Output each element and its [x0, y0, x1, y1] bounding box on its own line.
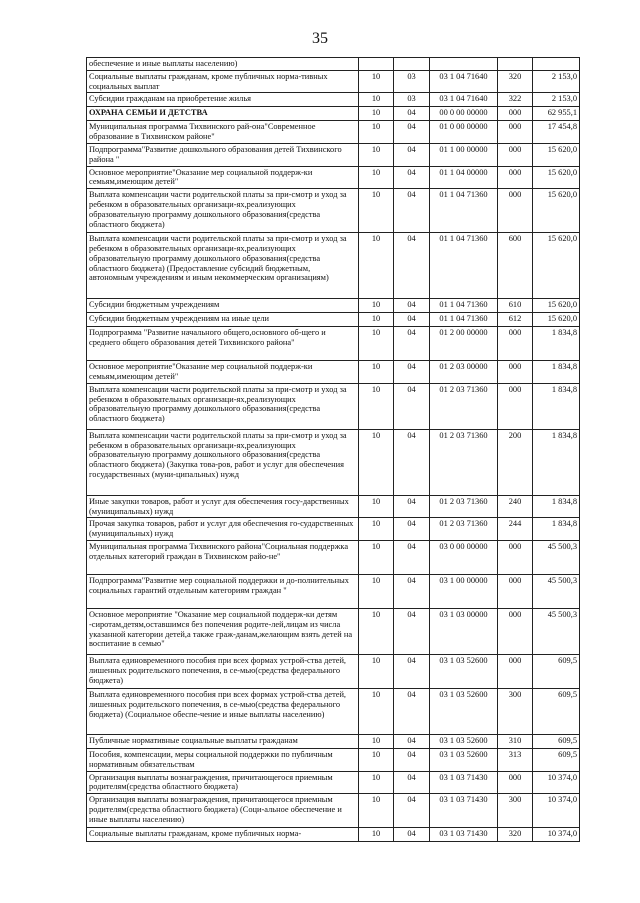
section-code: 10 [359, 540, 394, 574]
table-row [87, 327, 580, 361]
section-code: 10 [359, 189, 394, 233]
expense-type: 322 [498, 93, 533, 107]
section-code: 10 [359, 93, 394, 107]
table-row [87, 748, 580, 771]
expense-type: 600 [498, 233, 533, 299]
row-name: Основное мероприятие "Оказание мер социальной поддерж-ки детям -сиротам,детям,оставшимся без попечения родите-лей,лицам из числа указанной категории детей,а также граж-данам,желающим взять детей на воспитание в семью" [87, 608, 359, 654]
subsection-code: 04 [394, 734, 430, 748]
row-name: Публичные нормативные социальные выплаты гражданам [87, 734, 359, 748]
expense-type: 000 [498, 107, 533, 121]
target-article: 01 0 00 00000 [430, 121, 498, 144]
section-code: 10 [359, 383, 394, 429]
row-name: Основное мероприятие"Оказание мер социальной поддерж-ки семьям,имеющим детей" [87, 166, 359, 189]
amount: 609,5 [533, 734, 580, 748]
target-article: 03 1 03 52600 [430, 654, 498, 688]
row-name: Субсидии бюджетным учреждениям [87, 299, 359, 313]
target-article: 03 1 00 00000 [430, 574, 498, 608]
subsection-code: 04 [394, 299, 430, 313]
expense-type: 200 [498, 429, 533, 495]
expense-type: 313 [498, 748, 533, 771]
subsection-code: 04 [394, 143, 430, 166]
table-row [87, 771, 580, 794]
row-name: Выплата компенсации части родительской платы за при-смотр и уход за ребенком в образовательных организаци-ях,реализующих образовательную программу дошкольного образования(средства областного бюджета) (Предоставление субсидий бюджетным, автономным учреждениям и иным некоммерческим организациям) [87, 233, 359, 299]
table-row [87, 299, 580, 313]
section-code: 10 [359, 688, 394, 734]
amount: 15 620,0 [533, 143, 580, 166]
target-article: 01 1 04 71360 [430, 233, 498, 299]
row-name: Прочая закупка товаров, работ и услуг для обеспечения го-сударственных (муниципальных) нужд [87, 518, 359, 541]
amount: 15 620,0 [533, 166, 580, 189]
section-code: 10 [359, 70, 394, 93]
amount: 15 620,0 [533, 189, 580, 233]
target-article: 03 1 03 71430 [430, 771, 498, 794]
expense-type: 000 [498, 361, 533, 384]
row-name: Подпрограмма"Развитие дошкольного образования детей Тихвинского района " [87, 143, 359, 166]
amount: 15 620,0 [533, 313, 580, 327]
section-code: 10 [359, 608, 394, 654]
target-article: 03 1 03 52600 [430, 734, 498, 748]
expense-type: 000 [498, 654, 533, 688]
expense-type: 320 [498, 70, 533, 93]
row-name: Выплата компенсации части родительской платы за при-смотр и уход за ребенком в образовательных организаци-ях,реализующих образовательную программу дошкольного образования(средства областного бюджета) [87, 383, 359, 429]
target-article: 03 1 03 71430 [430, 794, 498, 828]
row-name: Организация выплаты вознаграждения, причитающегося приемным родителям(средства областного бюджета) (Соци-альное обеспечение и иные выплаты населению) [87, 794, 359, 828]
subsection-code: 04 [394, 383, 430, 429]
expense-type: 240 [498, 495, 533, 518]
row-name: Муниципальная программа Тихвинского рай-она"Современное образование в Тихвинском районе" [87, 121, 359, 144]
section-code: 10 [359, 429, 394, 495]
table-row [87, 313, 580, 327]
amount [533, 58, 580, 71]
amount: 609,5 [533, 654, 580, 688]
subsection-code: 04 [394, 189, 430, 233]
expense-type: 244 [498, 518, 533, 541]
amount: 10 374,0 [533, 771, 580, 794]
row-name: Социальные выплаты гражданам, кроме публичных норма- [87, 828, 359, 842]
section-code: 10 [359, 828, 394, 842]
table-row [87, 495, 580, 518]
target-article: 01 2 03 71360 [430, 383, 498, 429]
table-row [87, 654, 580, 688]
page-number: 35 [312, 30, 328, 47]
table-row [87, 540, 580, 574]
section-code: 10 [359, 313, 394, 327]
target-article: 01 2 00 00000 [430, 327, 498, 361]
section-code: 10 [359, 794, 394, 828]
expense-type: 000 [498, 540, 533, 574]
target-article: 03 1 03 71430 [430, 828, 498, 842]
amount: 15 620,0 [533, 299, 580, 313]
row-name: Муниципальная программа Тихвинского района"Социальная поддержка отдельных категорий граждан в Тихвинском райо-не" [87, 540, 359, 574]
amount: 17 454,8 [533, 121, 580, 144]
subsection-code: 04 [394, 574, 430, 608]
section-code: 10 [359, 495, 394, 518]
section-code: 10 [359, 771, 394, 794]
amount: 2 153,0 [533, 93, 580, 107]
section-code: 10 [359, 654, 394, 688]
table-row [87, 93, 580, 107]
section-code: 10 [359, 518, 394, 541]
budget-table [86, 57, 580, 842]
target-article: 01 1 04 71360 [430, 313, 498, 327]
section-code: 10 [359, 574, 394, 608]
section-code: 10 [359, 166, 394, 189]
table-row [87, 383, 580, 429]
row-name: Выплата единовременного пособия при всех формах устрой-ства детей, лишенных родительского попечения, в се-мью(средства федерального бюджета) (Социальное обеспе-чение и иные выплаты населению) [87, 688, 359, 734]
subsection-code: 04 [394, 828, 430, 842]
amount: 1 834,8 [533, 327, 580, 361]
subsection-code: 04 [394, 540, 430, 574]
subsection-code: 04 [394, 688, 430, 734]
amount: 1 834,8 [533, 495, 580, 518]
expense-type: 310 [498, 734, 533, 748]
amount: 1 834,8 [533, 429, 580, 495]
table-row [87, 233, 580, 299]
expense-type: 320 [498, 828, 533, 842]
section-code: 10 [359, 734, 394, 748]
amount: 10 374,0 [533, 794, 580, 828]
target-article: 01 1 04 00000 [430, 166, 498, 189]
amount: 1 834,8 [533, 361, 580, 384]
amount: 45 500,3 [533, 574, 580, 608]
subsection-code: 04 [394, 608, 430, 654]
expense-type: 000 [498, 608, 533, 654]
subsection-code: 04 [394, 771, 430, 794]
subsection-code: 03 [394, 70, 430, 93]
section-code: 10 [359, 748, 394, 771]
amount: 10 374,0 [533, 828, 580, 842]
target-article: 01 1 00 00000 [430, 143, 498, 166]
row-name: Иные закупки товаров, работ и услуг для обеспечения госу-дарственных (муниципальных) нужд [87, 495, 359, 518]
section-code: 10 [359, 143, 394, 166]
section-code: 10 [359, 107, 394, 121]
table-row [87, 828, 580, 842]
table-row [87, 688, 580, 734]
table-row [87, 121, 580, 144]
expense-type: 000 [498, 327, 533, 361]
target-article: 01 1 04 71360 [430, 299, 498, 313]
target-article: 03 1 03 52600 [430, 748, 498, 771]
row-name: Субсидии бюджетным учреждениям на иные цели [87, 313, 359, 327]
amount: 62 955,1 [533, 107, 580, 121]
table-row [87, 608, 580, 654]
table-row [87, 166, 580, 189]
expense-type: 000 [498, 383, 533, 429]
target-article: 00 0 00 00000 [430, 107, 498, 121]
expense-type: 300 [498, 688, 533, 734]
target-article: 03 1 04 71640 [430, 93, 498, 107]
target-article: 03 1 04 71640 [430, 70, 498, 93]
target-article: 01 2 03 71360 [430, 495, 498, 518]
expense-type: 000 [498, 143, 533, 166]
target-article: 01 2 03 71360 [430, 429, 498, 495]
table-row [87, 518, 580, 541]
table-row [87, 794, 580, 828]
target-article: 01 1 04 71360 [430, 189, 498, 233]
amount: 2 153,0 [533, 70, 580, 93]
subsection-code: 04 [394, 327, 430, 361]
subsection-code: 04 [394, 361, 430, 384]
row-name: Основное мероприятие"Оказание мер социальной поддерж-ки семьям,имеющим детей" [87, 361, 359, 384]
table-row [87, 58, 580, 71]
subsection-code: 04 [394, 654, 430, 688]
amount: 1 834,8 [533, 518, 580, 541]
expense-type: 000 [498, 166, 533, 189]
amount: 609,5 [533, 688, 580, 734]
amount: 1 834,8 [533, 383, 580, 429]
subsection-code: 04 [394, 121, 430, 144]
expense-type: 000 [498, 121, 533, 144]
section-code: 10 [359, 299, 394, 313]
row-name: Субсидии гражданам на приобретение жилья [87, 93, 359, 107]
section-code: 10 [359, 121, 394, 144]
section-code: 10 [359, 233, 394, 299]
row-name: Выплата компенсации части родительской платы за при-смотр и уход за ребенком в образовательных организаци-ях,реализующих образовательную программу дошкольного образования(средства областного бюджета) (Закупка това-ров, работ и услуг для обеспечения государственных (муни-ципальных) нужд [87, 429, 359, 495]
row-name: Организация выплаты вознаграждения, причитающегося приемным родителям(средства областного бюджета) [87, 771, 359, 794]
table-row [87, 574, 580, 608]
row-name: Выплата единовременного пособия при всех формах устрой-ства детей, лишенных родительского попечения, в се-мью(средства федерального бюджета) [87, 654, 359, 688]
subsection-code [394, 58, 430, 71]
subsection-code: 04 [394, 107, 430, 121]
row-name: обеспечение и иные выплаты населению) [87, 58, 359, 71]
subsection-code: 04 [394, 495, 430, 518]
section-code [359, 58, 394, 71]
row-name: Подпрограмма"Развитие мер социальной поддержки и до-полнительных социальных гарантий отдельным категориям граждан " [87, 574, 359, 608]
target-article: 03 1 03 52600 [430, 688, 498, 734]
table-row [87, 107, 580, 121]
expense-type: 610 [498, 299, 533, 313]
subsection-code: 04 [394, 518, 430, 541]
section-code: 10 [359, 327, 394, 361]
row-name: Социальные выплаты гражданам, кроме публичных норма-тивных социальных выплат [87, 70, 359, 93]
amount: 609,5 [533, 748, 580, 771]
table-row [87, 429, 580, 495]
subsection-code: 04 [394, 166, 430, 189]
subsection-code: 03 [394, 93, 430, 107]
expense-type: 000 [498, 574, 533, 608]
amount: 45 500,3 [533, 540, 580, 574]
subsection-code: 04 [394, 429, 430, 495]
row-name: Пособия, компенсации, меры социальной поддержки по публичным нормативным обязательствам [87, 748, 359, 771]
target-article [430, 58, 498, 71]
target-article: 03 0 00 00000 [430, 540, 498, 574]
expense-type: 300 [498, 794, 533, 828]
expense-type: 612 [498, 313, 533, 327]
subsection-code: 04 [394, 313, 430, 327]
expense-type: 000 [498, 189, 533, 233]
expense-type: 000 [498, 771, 533, 794]
row-name: Подпрограмма "Развитие начального общего,основного об-щего и среднего общего образования детей Тихвинского района" [87, 327, 359, 361]
section-code: 10 [359, 361, 394, 384]
expense-type [498, 58, 533, 71]
table-row [87, 189, 580, 233]
row-name: Выплата компенсации части родительской платы за при-смотр и уход за ребенком в образовательных организаци-ях,реализующих образовательную программу дошкольного образования(средства областного бюджета) [87, 189, 359, 233]
table-row [87, 70, 580, 93]
table-row [87, 143, 580, 166]
amount: 45 500,3 [533, 608, 580, 654]
table-row [87, 734, 580, 748]
target-article: 01 2 03 00000 [430, 361, 498, 384]
row-name: ОХРАНА СЕМЬИ И ДЕТСТВА [87, 107, 359, 121]
target-article: 03 1 03 00000 [430, 608, 498, 654]
table-row [87, 361, 580, 384]
subsection-code: 04 [394, 233, 430, 299]
amount: 15 620,0 [533, 233, 580, 299]
target-article: 01 2 03 71360 [430, 518, 498, 541]
subsection-code: 04 [394, 748, 430, 771]
subsection-code: 04 [394, 794, 430, 828]
